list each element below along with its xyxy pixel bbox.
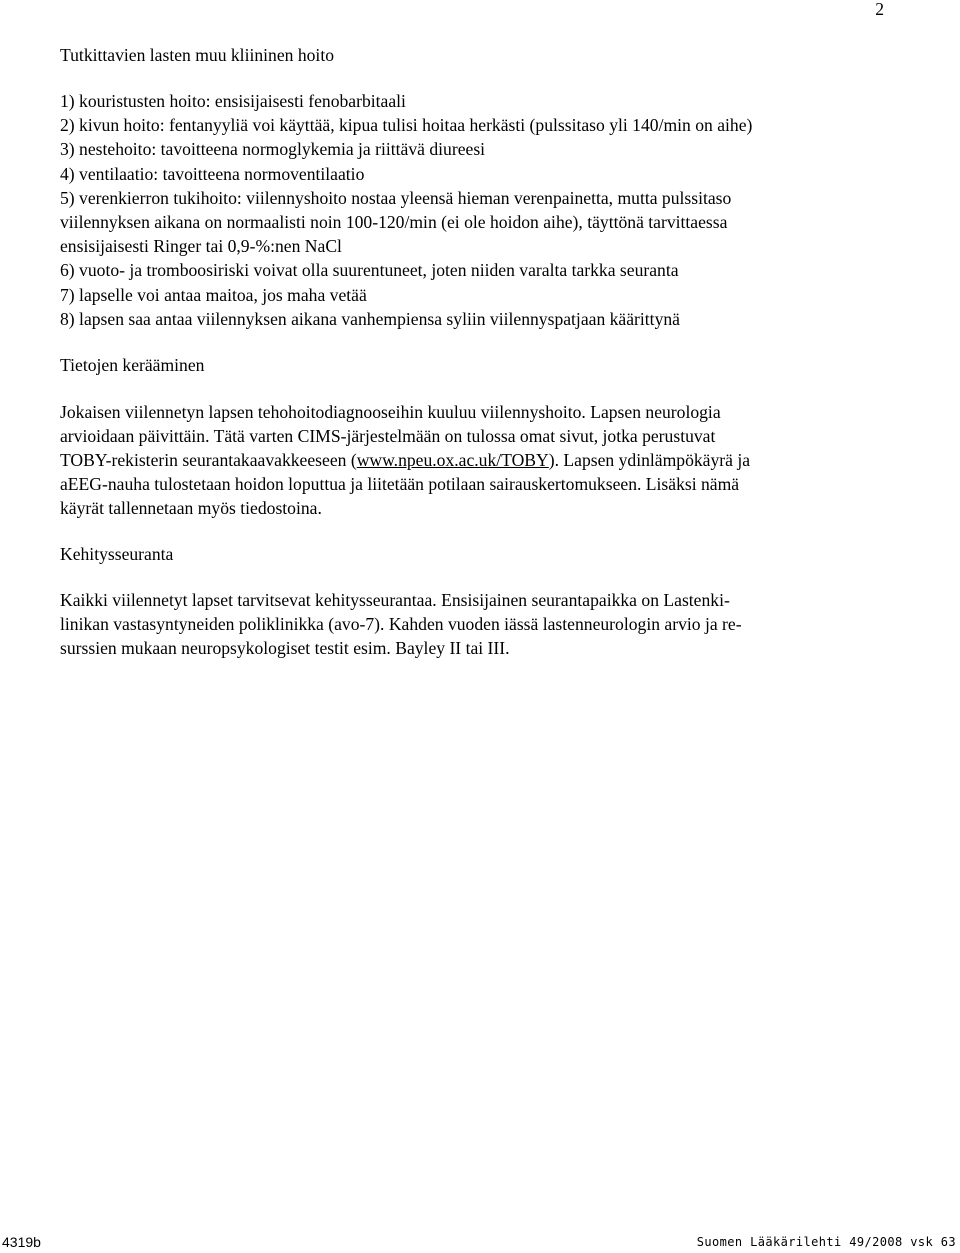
footer-journal-citation: Suomen Lääkärilehti 49/2008 vsk 63 — [696, 1235, 956, 1249]
list-item: 4) ventilaatio: tavoitteena normoventilaatio — [60, 163, 365, 184]
list-item: viilennyksen aikana on normaalisti noin 100-120/min (ei ole hoidon aihe), täyttönä tarvittaessa — [60, 212, 728, 233]
follow-up-paragraph — [60, 588, 890, 660]
text-line: Jokaisen viilennetyn lapsen tehohoitodiagnooseihin kuuluu viilennyshoito. Lapsen neurologia — [60, 402, 721, 423]
spacer — [60, 67, 890, 89]
section-heading-follow-up: Kehitysseuranta — [60, 544, 174, 565]
text-segment: TOBY-rekisterin seurantakaavakkeeseen ( — [60, 450, 357, 471]
data-collection-paragraph — [60, 400, 890, 520]
list-item: 6) vuoto- ja tromboosiriski voivat olla suurentuneet, joten niiden varalta tarkka seuranta — [60, 260, 679, 281]
section-heading-clinical-care: Tutkittavien lasten muu kliininen hoito — [60, 45, 335, 65]
text-line: Kaikki viilennetyt lapset tarvitsevat kehitysseurantaa. Ensisijainen seurantapaikka on Lastenki- — [60, 590, 730, 611]
page-number: 2 — [875, 0, 884, 19]
footer-page-code: 4319b — [2, 1234, 41, 1250]
list-item: 2) kivun hoito: fentanyyliä voi käyttää, kipua tulisi hoitaa herkästi (pulssitaso yli 140/min on aihe) — [60, 115, 753, 136]
section-heading-data-collection: Tietojen kerääminen — [60, 355, 205, 376]
spacer — [60, 520, 890, 542]
spacer — [60, 566, 890, 588]
text-segment: ). Lapsen ydinlämpökäyrä ja — [548, 450, 751, 471]
text-line: surssien mukaan neuropsykologiset testit esim. Bayley II tai III. — [60, 638, 510, 659]
list-item: 3) nestehoito: tavoitteena normoglykemia ja riittävä diureesi — [60, 139, 486, 160]
text-line: arvioidaan päivittäin. Tätä varten CIMS-järjestelmään on tulossa omat sivut, jotka perustuvat — [60, 426, 716, 447]
text-line: aEEG-nauha tulostetaan hoidon loputtua ja liitetään potilaan sairauskertomukseen. Lisäksi nämä — [60, 474, 740, 495]
text-line: käyrät tallennetaan myös tiedostoina. — [60, 498, 322, 519]
list-item: 1) kouristusten hoito: ensisijaisesti fenobarbitaali — [60, 91, 406, 111]
document-body — [60, 43, 890, 660]
spacer — [60, 331, 890, 353]
spacer — [60, 377, 890, 400]
list-item: 7) lapselle voi antaa maitoa, jos maha vetää — [60, 284, 367, 305]
toby-register-link[interactable]: www.npeu.ox.ac.uk/TOBY — [356, 450, 549, 471]
clinical-care-list — [60, 89, 890, 331]
list-item: ensisijaisesti Ringer tai 0,9-%:nen NaCl — [60, 236, 342, 257]
list-item: 5) verenkierron tukihoito: viilennyshoito nostaa yleensä hieman verenpainetta, mutta pulssitaso — [60, 187, 732, 208]
text-line — [60, 448, 890, 472]
list-item: 8) lapsen saa antaa viilennyksen aikana vanhempiensa syliin viilennyspatjaan käärittynä — [60, 308, 680, 329]
text-line: linikan vastasyntyneiden poliklinikka (avo-7). Kahden vuoden iässä lastenneurologin arvio ja re- — [60, 614, 742, 635]
